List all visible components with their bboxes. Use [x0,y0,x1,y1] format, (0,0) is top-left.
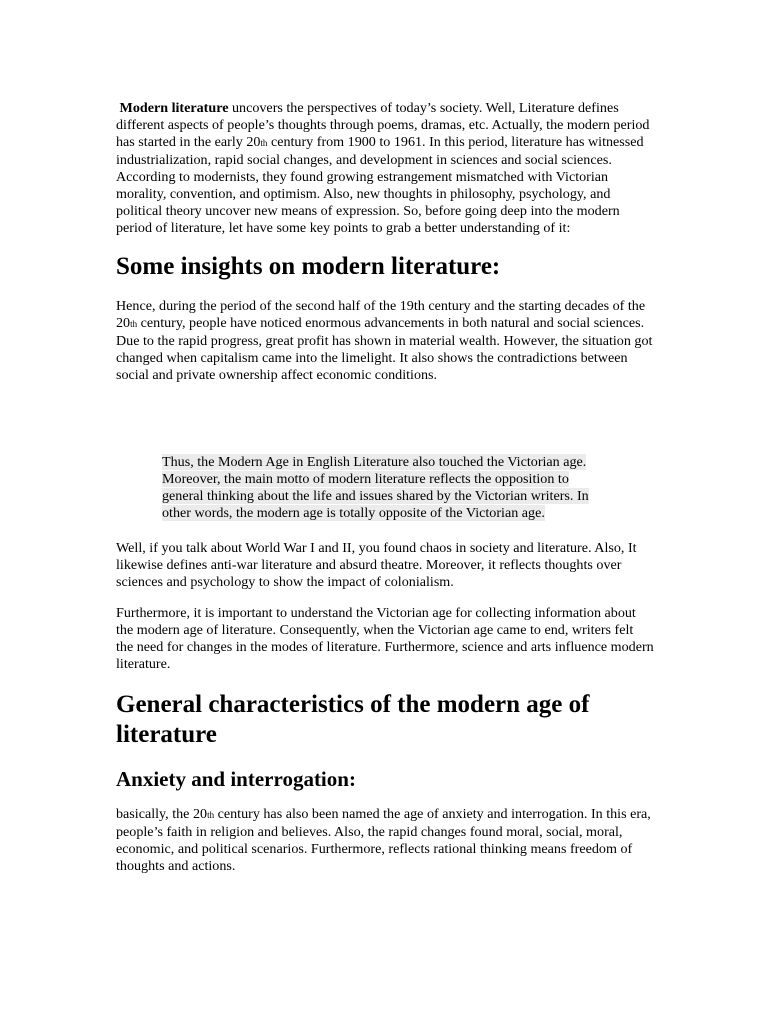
document-body [116,100,654,875]
heading-insights: Some insights on modern literature: [116,253,501,280]
heading-anxiety: Anxiety and interrogation: [116,767,356,791]
paragraph-world-war: Well, if you talk about World War I and II, you found chaos in society and literature. Also, It likewise defines anti-war literature and absurd theatre. Moreover, it reflects thoughts over sciences and psychology to show the impact of colonialism. [116,540,637,590]
paragraph-victorian-age: Furthermore, it is important to understand the Victorian age for collecting information about the modern age of literature. Consequently, when the Victorian age came to end, writers felt the need for changes in the modes of literature. Furthermore, science and arts influence modern literature. [116,605,654,672]
highlighted-quote-block [162,454,602,522]
intro-text-2: century from 1900 to 1961. In this period, literature has witnessed industrialization, rapid social changes, and development in sciences and social sciences. According to modernists, they found growing estrangement mismatched with Victorian morality, convention, and optimism. Also, new thoughts in philosophy, psychology, and political theory uncover new means of expression. So, before going deep into the modern period of literature, let have some key points to grab a better understanding of it: [116,134,644,236]
highlighted-quote-text: Thus, the Modern Age in English Literature also touched the Victorian age. Moreover, the main motto of modern literature reflects the opposition to general thinking about the life and issues shared by the Victorian writers. In other words, the modern age is totally opposite of the Victorian age. [162,454,589,521]
para5-text-2: century has also been named the age of anxiety and interrogation. In this era, people’s faith in religion and believes. Also, the rapid changes found moral, social, moral, economic, and political scenarios. Furthermore, reflects rational thinking means freedom of thoughts and actions. [116,806,651,874]
para2-text-1: Hence, during the period of the second half of the 19th century and the starting decades of the 20 [116,298,646,331]
intro-text-1: uncovers the perspectives of today’s society. Well, Literature defines different aspects of people’s thoughts through poems, dramas, etc. Actually, the modern period has started in the early 20 [116,100,650,150]
para2-superscript: th [130,319,138,329]
intro-superscript: th [260,138,268,148]
para5-superscript: th [207,810,215,820]
heading-general-characteristics: General characteristics of the modern age of literature [116,691,590,748]
para2-text-2: century, people have noticed enormous advancements in both natural and social sciences. Due to the rapid progress, great profit has shown in material wealth. However, the situation got changed when capitalism came into the limelight. It also shows the contradictions between social and private ownership affect economic conditions. [116,315,653,383]
para5-text-1: basically, the 20 [116,806,208,822]
intro-paragraph [116,100,654,237]
paragraph-anxiety [116,806,654,875]
paragraph-insights [116,298,654,384]
intro-bold-term: Modern literature [119,100,229,116]
